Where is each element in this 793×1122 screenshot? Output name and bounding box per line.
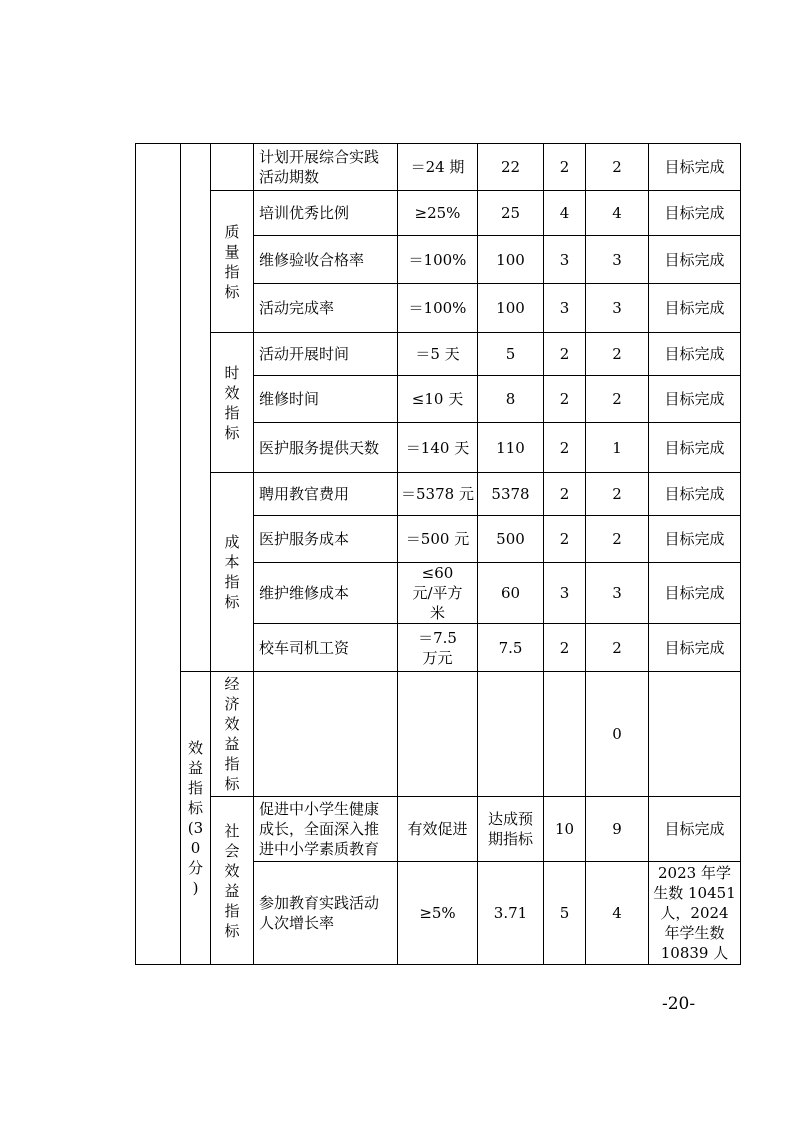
table-row	[136, 144, 741, 191]
obtained-score-text: 2	[612, 345, 622, 363]
weight-score-cell	[544, 473, 586, 516]
level2-category-label: 效益指标(30分)	[187, 739, 204, 897]
result-note-cell	[649, 191, 741, 236]
level3-category-cell	[211, 473, 254, 672]
table-body	[136, 144, 741, 965]
actual-value-text: 达成预期指标	[487, 810, 533, 848]
level3-category-label: 成本指标	[224, 533, 240, 611]
target-value-text: ≤10 天	[411, 390, 464, 408]
weight-score-text: 2	[559, 158, 570, 176]
obtained-score-text: 4	[612, 204, 622, 222]
weight-score-cell	[544, 672, 586, 797]
actual-value-cell	[478, 516, 544, 563]
actual-value-text: 7.5	[498, 638, 523, 657]
actual-value-text: 8	[505, 390, 516, 408]
target-value-cell	[398, 333, 478, 376]
result-note-text: 目标完成	[664, 638, 725, 657]
obtained-score-cell	[586, 624, 649, 672]
actual-value-text: 22	[500, 158, 521, 176]
actual-value-text: 110	[496, 438, 525, 457]
indicator-name-cell	[254, 144, 398, 191]
result-note-text: 目标完成	[664, 820, 725, 838]
target-value-cell	[398, 376, 478, 423]
actual-value-text: 500	[496, 530, 525, 548]
result-note-text: 目标完成	[664, 250, 725, 269]
obtained-score-cell	[586, 191, 649, 236]
target-value-text: ＝7.5 万元	[418, 628, 457, 667]
level2-category-cell	[181, 144, 211, 672]
target-value-cell	[398, 672, 478, 797]
weight-score-text: 5	[559, 904, 570, 922]
target-value-text: ≤60 元/平方米	[412, 564, 463, 622]
indicator-name-cell	[254, 563, 398, 624]
actual-value-cell	[478, 862, 544, 965]
weight-score-cell	[544, 191, 586, 236]
result-note-text: 目标完成	[664, 158, 725, 176]
result-note-text: 2023 年学生数 10451 人，2024 年学生数 10839 人	[653, 864, 736, 962]
level3-category-cell	[211, 144, 254, 191]
result-note-text: 目标完成	[664, 390, 725, 408]
result-note-cell	[649, 516, 741, 563]
weight-score-cell	[544, 236, 586, 284]
target-value-cell	[398, 473, 478, 516]
weight-score-text: 3	[559, 584, 570, 602]
actual-value-cell	[478, 144, 544, 191]
target-value-cell	[398, 284, 478, 333]
target-value-cell	[398, 624, 478, 672]
obtained-score-cell	[586, 284, 649, 333]
obtained-score-text: 2	[612, 530, 622, 548]
target-value-cell	[398, 563, 478, 624]
target-value-text: ＝100%	[408, 250, 467, 269]
actual-value-cell	[478, 333, 544, 376]
weight-score-cell	[544, 797, 586, 862]
weight-score-text: 2	[559, 438, 570, 457]
obtained-score-text: 4	[612, 904, 622, 922]
obtained-score-text: 3	[612, 584, 622, 602]
actual-value-text: 100	[496, 299, 525, 317]
result-note-text: 目标完成	[664, 485, 725, 503]
indicator-name-cell	[254, 516, 398, 563]
indicator-name-text: 活动开展时间	[259, 345, 350, 363]
obtained-score-text: 3	[612, 299, 622, 317]
table-row	[136, 797, 741, 862]
level3-category-label: 社会效益指标	[224, 821, 240, 940]
result-note-cell	[649, 473, 741, 516]
table-row	[136, 191, 741, 236]
indicator-name-cell	[254, 797, 398, 862]
table-row	[136, 333, 741, 376]
target-value-text: ≥25%	[414, 204, 461, 222]
weight-score-cell	[544, 376, 586, 423]
indicator-name-cell	[254, 473, 398, 516]
level3-category-cell	[211, 191, 254, 333]
weight-score-text: 4	[559, 204, 570, 222]
actual-value-cell	[478, 473, 544, 516]
actual-value-text: 100	[496, 250, 525, 269]
actual-value-text: 5	[505, 345, 516, 363]
obtained-score-text: 0	[612, 725, 622, 743]
obtained-score-cell	[586, 862, 649, 965]
level3-category-label: 质量指标	[224, 222, 240, 301]
indicator-name-cell	[254, 624, 398, 672]
indicator-name-cell	[254, 376, 398, 423]
obtained-score-cell	[586, 516, 649, 563]
actual-value-text: 3.71	[493, 904, 528, 922]
obtained-score-text: 2	[612, 485, 622, 503]
result-note-cell	[649, 624, 741, 672]
level1-category-cell	[136, 144, 181, 965]
actual-value-cell	[478, 284, 544, 333]
weight-score-text: 3	[559, 299, 570, 317]
indicator-name-text: 维修时间	[259, 390, 320, 408]
level3-category-cell	[211, 672, 254, 797]
actual-value-cell	[478, 423, 544, 473]
weight-score-cell	[544, 284, 586, 333]
target-value-text: ＝24 期	[410, 158, 465, 176]
target-value-text: ＝140 天	[405, 438, 470, 457]
indicator-name-text: 维护维修成本	[259, 584, 350, 602]
obtained-score-cell	[586, 473, 649, 516]
obtained-score-text: 2	[612, 390, 622, 408]
actual-value-cell	[478, 797, 544, 862]
target-value-cell	[398, 236, 478, 284]
actual-value-cell	[478, 236, 544, 284]
target-value-text: ＝100%	[408, 299, 467, 317]
result-note-cell	[649, 672, 741, 797]
weight-score-text: 2	[559, 485, 570, 503]
level2-category-cell	[181, 672, 211, 965]
target-value-cell	[398, 423, 478, 473]
obtained-score-cell	[586, 333, 649, 376]
indicator-name-text: 培训优秀比例	[259, 204, 350, 222]
result-note-cell	[649, 144, 741, 191]
weight-score-text: 2	[559, 638, 570, 657]
indicator-name-text: 参加教育实践活动人次增长率	[259, 894, 380, 932]
target-value-cell	[398, 144, 478, 191]
result-note-cell	[649, 376, 741, 423]
weight-score-text: 3	[559, 250, 570, 269]
result-note-text: 目标完成	[664, 299, 725, 317]
obtained-score-text: 2	[612, 638, 622, 657]
indicator-name-text: 校车司机工资	[259, 638, 350, 657]
weight-score-cell	[544, 624, 586, 672]
result-note-text: 目标完成	[664, 584, 725, 602]
indicator-name-cell	[254, 191, 398, 236]
obtained-score-cell	[586, 376, 649, 423]
obtained-score-text: 9	[612, 820, 622, 838]
indicator-name-cell	[254, 333, 398, 376]
table-row	[136, 473, 741, 516]
obtained-score-text: 1	[612, 438, 622, 457]
result-note-cell	[649, 236, 741, 284]
level3-category-label: 经济效益指标	[224, 675, 240, 793]
weight-score-cell	[544, 862, 586, 965]
level3-category-label: 时效指标	[224, 363, 240, 442]
indicator-name-text: 医护服务提供天数	[259, 438, 380, 457]
indicator-name-cell	[254, 672, 398, 797]
result-note-cell	[649, 563, 741, 624]
result-note-cell	[649, 797, 741, 862]
target-value-cell	[398, 516, 478, 563]
weight-score-cell	[544, 516, 586, 563]
indicator-name-cell	[254, 236, 398, 284]
obtained-score-cell	[586, 236, 649, 284]
actual-value-text: 5378	[491, 485, 530, 503]
obtained-score-cell	[586, 797, 649, 862]
result-note-cell	[649, 333, 741, 376]
indicator-name-text: 计划开展综合实践活动期数	[259, 148, 380, 186]
indicator-name-cell	[254, 423, 398, 473]
indicator-name-text: 维修验收合格率	[259, 250, 365, 269]
target-value-cell	[398, 862, 478, 965]
result-note-text: 目标完成	[664, 345, 725, 363]
target-value-text: ＝5 天	[415, 345, 460, 363]
indicator-name-cell	[254, 862, 398, 965]
obtained-score-cell	[586, 144, 649, 191]
actual-value-cell	[478, 563, 544, 624]
weight-score-text: 10	[554, 820, 575, 838]
target-value-text: ≥5%	[419, 904, 456, 922]
actual-value-cell	[478, 672, 544, 797]
weight-score-cell	[544, 423, 586, 473]
obtained-score-text: 3	[612, 250, 622, 269]
target-value-cell	[398, 191, 478, 236]
actual-value-cell	[478, 191, 544, 236]
result-note-cell	[649, 423, 741, 473]
actual-value-cell	[478, 376, 544, 423]
result-note-cell	[649, 862, 741, 965]
weight-score-text: 2	[559, 390, 570, 408]
indicator-name-cell	[254, 284, 398, 333]
weight-score-cell	[544, 144, 586, 191]
indicator-name-text: 促进中小学生健康成长，全面深入推进中小学素质教育	[259, 800, 380, 858]
indicator-name-text: 聘用教官费用	[259, 485, 350, 503]
target-value-text: 有效促进	[407, 820, 468, 838]
result-note-text: 目标完成	[664, 530, 725, 548]
result-note-text: 目标完成	[664, 204, 725, 222]
weight-score-cell	[544, 563, 586, 624]
obtained-score-text: 2	[612, 158, 622, 176]
result-note-cell	[649, 284, 741, 333]
indicator-name-text: 医护服务成本	[259, 530, 350, 548]
result-note-text: 目标完成	[664, 438, 725, 457]
table-row	[136, 672, 741, 797]
target-value-text: ＝500 元	[405, 530, 470, 548]
page-number: -20-	[662, 994, 696, 1014]
obtained-score-cell	[586, 563, 649, 624]
obtained-score-cell	[586, 672, 649, 797]
actual-value-cell	[478, 624, 544, 672]
weight-score-text: 2	[559, 345, 570, 363]
obtained-score-cell	[586, 423, 649, 473]
level3-category-cell	[211, 333, 254, 473]
indicator-name-text: 活动完成率	[259, 299, 335, 317]
actual-value-text: 25	[500, 204, 521, 222]
weight-score-cell	[544, 333, 586, 376]
performance-indicator-table	[135, 143, 741, 965]
actual-value-text: 60	[500, 584, 521, 602]
target-value-text: ＝5378 元	[401, 485, 474, 503]
level3-category-cell	[211, 797, 254, 965]
target-value-cell	[398, 797, 478, 862]
weight-score-text: 2	[559, 530, 570, 548]
